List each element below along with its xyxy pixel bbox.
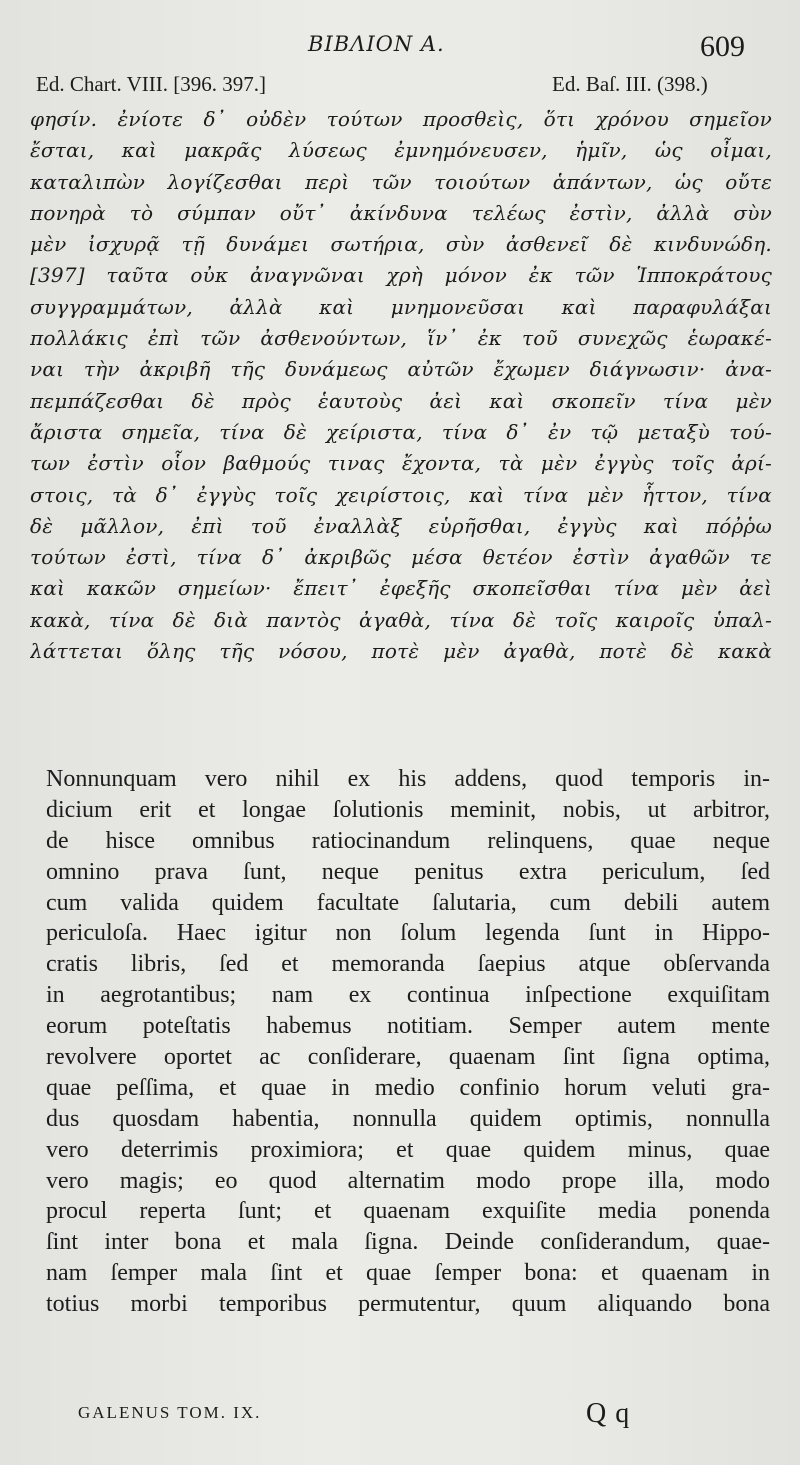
greek-text-block	[30, 104, 772, 667]
latin-text-line: dicium erit et longae ſolutionis meminit, nobis, ut arbitror,	[46, 796, 770, 823]
greek-text-line: [397] ταῦτα οὐκ ἀναγνῶναι χρὴ μόνον ἐκ τῶν Ἱπποκράτους	[30, 263, 772, 288]
greek-text-line: στοις, τὰ δ᾽ ἐγγὺς τοῖς χειρίστοις, καὶ τίνα μὲν ἧττον, τίνα	[30, 482, 772, 507]
latin-text-line: in aegrotantibus; nam ex continua inſpectione exquiſitam	[46, 982, 770, 1009]
latin-text-line: cratis libris, ſed et memoranda ſaepius atque obſervanda	[46, 951, 770, 978]
greek-text-line: φησίν. ἐνίοτε δ᾽ οὐδὲν τούτων προσθεὶς, ὅτι χρόνου σημεῖον	[30, 107, 772, 131]
greek-text-line: πονηρὰ τὸ σύμπαν οὔτ᾽ ἀκίνδυνα τελέως ἐστὶν, ἀλλὰ σὺν	[30, 200, 772, 225]
page-footer	[0, 1400, 800, 1450]
latin-text-line: Nonnunquam vero nihil ex his addens, quod temporis in-	[46, 766, 770, 792]
latin-text-line: omnino prava ſunt, neque penitus extra periculum, ſed	[46, 858, 770, 885]
edition-reference-chartier: Ed. Chart. VIII. [396. 397.]	[36, 72, 266, 96]
greek-text-line: πεμπάζεσθαι δὲ πρὸς ἑαυτοὺς ἀεὶ καὶ σκοπεῖν τίνα μὲν	[30, 388, 772, 413]
greek-text-line: δὲ μᾶλλον, ἐπὶ τοῦ ἐναλλὰξ εὑρῆσθαι, ἐγγὺς καὶ πόῤῥω	[30, 513, 772, 538]
greek-text-line: τούτων ἐστὶ, τίνα δ᾽ ἀκριβῶς μέσα θετέον ἐστὶν ἀγαθῶν τε	[30, 545, 772, 570]
latin-text-line: dus quosdam habentia, nonnulla quidem optimis, nonnulla	[46, 1105, 770, 1132]
latin-text-line: revolvere oportet ac conſiderare, quaenam ſint ſigna optima,	[46, 1044, 770, 1071]
edition-reference-basel: Ed. Baſ. III. (398.)	[552, 72, 708, 96]
latin-text-line: ſint inter bona et mala ſigna. Deinde conſiderandum, quae-	[46, 1229, 770, 1256]
latin-text-line: eorum poteſtatis habemus notitiam. Semper autem mente	[46, 1013, 770, 1040]
edition-references	[0, 72, 800, 102]
latin-text-block	[46, 764, 770, 1320]
running-head	[0, 30, 800, 66]
greek-text-line: λάττεται ὅλης τῆς νόσου, ποτὲ μὲν ἀγαθὰ, ποτὲ δὲ κακὰ	[30, 639, 772, 664]
greek-text-line: ἔσται, καὶ μακρᾶς λύσεως ἐμνημόνευσεν, ἡμῖν, ὡς οἶμαι,	[30, 138, 772, 163]
latin-text-line: procul reperta ſunt; et quaenam exquiſite media ponenda	[46, 1198, 770, 1225]
greek-text-line: των ἐστὶν οἷον βαθμούς τινας ἔχοντα, τὰ μὲν ἐγγὺς τοῖς ἀρί-	[30, 451, 772, 476]
latin-text-line: totius morbi temporibus permutentur, quum aliquando bona	[46, 1291, 770, 1318]
page-number: 609	[700, 30, 745, 63]
greek-text-line: καταλιπὼν λογίζεσθαι περὶ τῶν τοιούτων ἁπάντων, ὡς οὔτε	[30, 169, 772, 194]
signature-mark: Q q	[586, 1398, 631, 1429]
latin-text-line: vero magis; eo quod alternatim modo prope illa, modo	[46, 1167, 770, 1194]
volume-reference: GALENUS TOM. IX.	[78, 1403, 262, 1422]
latin-text-line: quae peſſima, et quae in medio confinio horum veluti gra-	[46, 1074, 770, 1101]
latin-text-line: vero deterrimis proximiora; et quae quidem minus, quae	[46, 1136, 770, 1163]
running-title: ΒΙΒΛΙΟΝ Α.	[308, 32, 445, 56]
greek-text-line: κακὰ, τίνα δὲ διὰ παντὸς ἀγαθὰ, τίνα δὲ τοῖς καιροῖς ὑπαλ-	[30, 607, 772, 632]
latin-text-line: periculoſa. Haec igitur non ſolum legenda ſunt in Hippo-	[46, 920, 770, 947]
greek-text-line: συγγραμμάτων, ἀλλὰ καὶ μνημονεῦσαι καὶ παραφυλάξαι	[30, 294, 772, 319]
greek-text-line: ἄριστα σημεῖα, τίνα δὲ χείριστα, τίνα δ᾽ ἐν τῷ μεταξὺ τού-	[30, 419, 772, 444]
greek-text-line: ναι τὴν ἀκριβῆ τῆς δυνάμεως αὐτῶν ἔχωμεν διάγνωσιν· ἀνα-	[30, 357, 772, 382]
latin-text-line: nam ſemper mala ſint et quae ſemper bona: et quaenam in	[46, 1260, 770, 1287]
latin-text-line: cum valida quidem facultate ſalutaria, cum debili autem	[46, 889, 770, 916]
greek-text-line: καὶ κακῶν σημείων· ἔπειτ᾽ ἐφεξῆς σκοπεῖσθαι τίνα μὲν ἀεὶ	[30, 576, 772, 601]
latin-text-line: de hisce omnibus ratiocinandum relinquens, quae neque	[46, 827, 770, 854]
greek-text-line: πολλάκις ἐπὶ τῶν ἀσθενούντων, ἵν᾽ ἐκ τοῦ συνεχῶς ἑωρακέ-	[30, 326, 772, 351]
greek-text-line: μὲν ἰσχυρᾷ τῇ δυνάμει σωτήρια, σὺν ἀσθενεῖ δὲ κινδυνώδη.	[30, 232, 772, 257]
